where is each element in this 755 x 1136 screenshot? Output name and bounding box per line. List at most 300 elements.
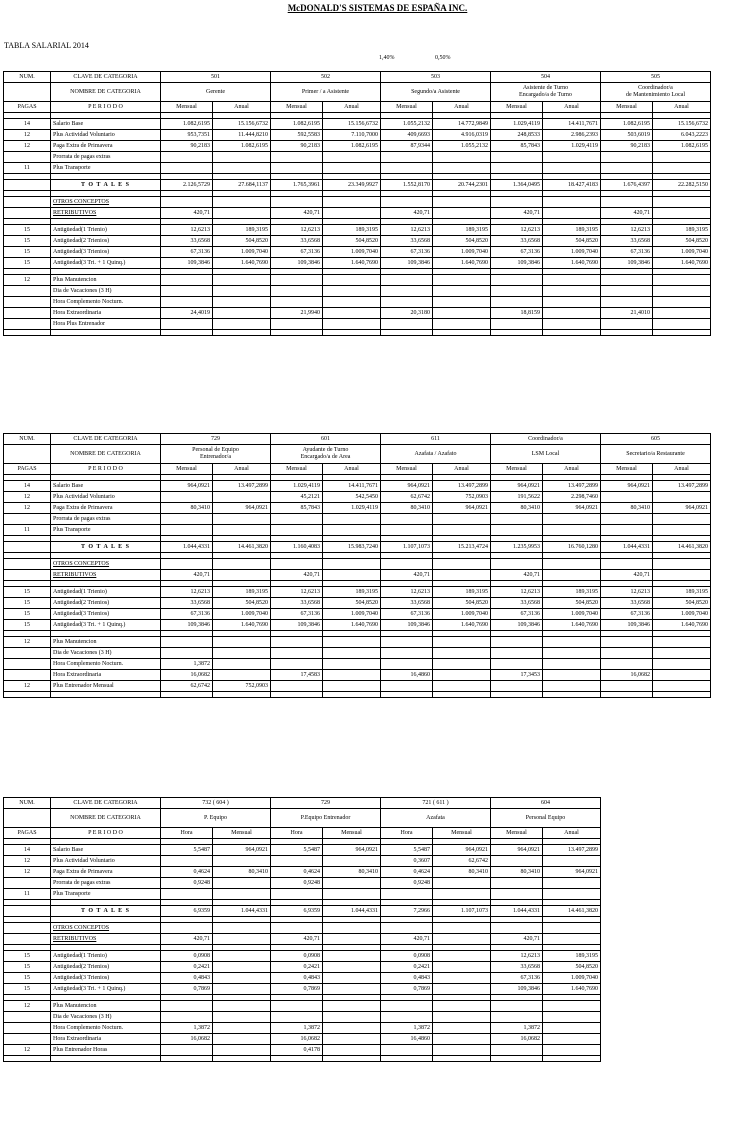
value-cell (271, 319, 323, 330)
pagas-cell (4, 1012, 51, 1023)
value-cell: 1.029,4119 (491, 119, 543, 130)
blank-cell (491, 197, 543, 208)
value-cell: 1.082,6195 (213, 141, 271, 152)
retributivos-label: RETRIBUTIVOS (51, 570, 161, 581)
value-cell: 14.772,9849 (433, 119, 491, 130)
totales-label: T O T A L E S (51, 180, 161, 191)
value-cell (543, 297, 601, 308)
blank-cell (4, 197, 51, 208)
value-cell: 15.156,6732 (323, 119, 381, 130)
value-cell: 12,6213 (381, 225, 433, 236)
value-cell: 6.043,2223 (653, 130, 711, 141)
value-cell: 67,3136 (381, 609, 433, 620)
table-row (4, 492, 711, 503)
value-cell: 109,3846 (381, 620, 433, 631)
spacer-cell (4, 692, 51, 698)
table-row (4, 247, 711, 258)
period-subheader: Anual (213, 464, 271, 475)
value-cell (323, 670, 381, 681)
value-cell (543, 308, 601, 319)
value-cell: 80,3410 (323, 867, 381, 878)
value-cell (491, 297, 543, 308)
value-cell (161, 152, 213, 163)
period-subheader: Mensual (381, 464, 433, 475)
value-cell (543, 525, 601, 536)
value-cell (601, 152, 653, 163)
value-cell (491, 319, 543, 330)
value-cell: 12,6213 (601, 587, 653, 598)
total-cell: 1.160,4083 (271, 542, 323, 553)
value-cell: 5,5487 (161, 845, 213, 856)
table-row (4, 297, 711, 308)
period-subheader: Anual (653, 464, 711, 475)
value-cell (381, 152, 433, 163)
value-cell (381, 1045, 433, 1056)
value-cell (271, 163, 323, 174)
blank-cell (4, 923, 51, 934)
table-row (4, 119, 711, 130)
value-cell (213, 275, 271, 286)
value-cell: 752,0903 (213, 681, 271, 692)
totales-label: T O T A L E S (51, 542, 161, 553)
table-row (4, 962, 601, 973)
value-cell (653, 152, 711, 163)
pagas-cell: 15 (4, 962, 51, 973)
concept-label: Hora Extraordinaria (51, 670, 161, 681)
otros-label: OTROS CONCEPTOS (51, 197, 161, 208)
value-cell (601, 681, 653, 692)
total-cell: 1.044,4331 (491, 906, 543, 917)
value-cell (601, 637, 653, 648)
table-row (4, 598, 711, 609)
percent-2: 0,50% (435, 55, 451, 61)
category-code: 729 (271, 798, 381, 809)
blank-cell (4, 906, 51, 917)
value-cell (433, 1045, 491, 1056)
concept-label: Prorrata de pagas extras (51, 514, 161, 525)
value-cell: 0,0908 (381, 951, 433, 962)
value-cell (543, 275, 601, 286)
value-cell (323, 1001, 381, 1012)
blank-cell (213, 559, 271, 570)
clave-header: CLAVE DE CATEGORIA (51, 434, 161, 445)
otros-value (323, 208, 381, 219)
concept-label: Hora Extraordinaria (51, 308, 161, 319)
value-cell (213, 308, 271, 319)
period-subheader: Anual (543, 102, 601, 113)
value-cell (271, 648, 323, 659)
num-header: NUM. (4, 434, 51, 445)
value-cell (653, 492, 711, 503)
value-cell: 4.916,0319 (433, 130, 491, 141)
blank-cell (433, 559, 491, 570)
value-cell: 17,3453 (491, 670, 543, 681)
otros-value (213, 934, 271, 945)
value-cell (161, 275, 213, 286)
value-cell: 67,3136 (271, 247, 323, 258)
value-cell (323, 308, 381, 319)
blank-cell (381, 923, 433, 934)
category-name: Asistente de Turno Encargado/a de Turno (491, 83, 601, 102)
table-row (4, 620, 711, 631)
value-cell: 0,4843 (381, 973, 433, 984)
value-cell (323, 1034, 381, 1045)
table-row (4, 286, 711, 297)
value-cell (323, 275, 381, 286)
value-cell: 80,3410 (433, 867, 491, 878)
value-cell: 0,4843 (161, 973, 213, 984)
total-cell: 1.235,9953 (491, 542, 543, 553)
category-code: 611 (381, 434, 491, 445)
value-cell: 62,6742 (381, 492, 433, 503)
value-cell: 964,0921 (213, 845, 271, 856)
concept-label: Paga Extra de Primavera (51, 141, 161, 152)
period-subheader: Anual (653, 102, 711, 113)
value-cell: 16,0682 (161, 670, 213, 681)
value-cell (161, 319, 213, 330)
spacer-cell (161, 1056, 213, 1062)
value-cell: 21,9940 (271, 308, 323, 319)
blank-cell (4, 208, 51, 219)
otros-value (543, 570, 601, 581)
table-row (4, 481, 711, 492)
pagas-cell: 11 (4, 889, 51, 900)
value-cell (433, 1034, 491, 1045)
value-cell: 80,3410 (213, 867, 271, 878)
value-cell: 1.009,7040 (543, 609, 601, 620)
value-cell (161, 856, 213, 867)
table-title: TABLA SALARIAL 2014 (4, 41, 89, 50)
value-cell (543, 1001, 601, 1012)
total-cell: 20.744,2301 (433, 180, 491, 191)
value-cell: 13.497,2899 (433, 481, 491, 492)
value-cell (271, 297, 323, 308)
category-name: P.Equipo Entrenador (271, 809, 381, 828)
value-cell (653, 525, 711, 536)
value-cell (543, 878, 601, 889)
value-cell: 33,6568 (161, 598, 213, 609)
value-cell: 504,8520 (323, 236, 381, 247)
value-cell (323, 962, 381, 973)
value-cell: 1.640,7690 (323, 258, 381, 269)
value-cell: 1.640,7690 (653, 620, 711, 631)
retributivos-label: RETRIBUTIVOS (51, 208, 161, 219)
value-cell (491, 659, 543, 670)
pagas-cell: 12 (4, 1045, 51, 1056)
blank-cell (4, 559, 51, 570)
value-cell (491, 152, 543, 163)
value-cell: 1.640,7690 (543, 258, 601, 269)
value-cell: 13.497,2899 (653, 481, 711, 492)
total-cell: 1.044,4331 (323, 906, 381, 917)
value-cell: 24,4019 (161, 308, 213, 319)
value-cell: 16,0682 (491, 1034, 543, 1045)
value-cell: 15.156,6732 (213, 119, 271, 130)
value-cell: 80,3410 (601, 503, 653, 514)
concept-label: Antigüedad(3 Trienios) (51, 609, 161, 620)
total-cell: 22.282,5150 (653, 180, 711, 191)
value-cell: 1,3872 (381, 1023, 433, 1034)
value-cell: 12,6213 (161, 587, 213, 598)
concept-label: Salario Base (51, 481, 161, 492)
concept-label: Prorrata de pagas extras (51, 152, 161, 163)
value-cell (491, 637, 543, 648)
value-cell (381, 514, 433, 525)
salary-table-3 (3, 797, 601, 1062)
pagas-cell (4, 670, 51, 681)
table-row (4, 236, 711, 247)
value-cell: 18,8159 (491, 308, 543, 319)
spacer-cell (213, 1056, 271, 1062)
category-name: Coordinador/a de Mantenimiento Local (601, 83, 711, 102)
value-cell: 12,6213 (161, 225, 213, 236)
value-cell (161, 637, 213, 648)
value-cell: 87,9344 (381, 141, 433, 152)
category-name: Personal Equipo (491, 809, 601, 828)
value-cell: 12,6213 (381, 587, 433, 598)
value-cell: 1.082,6195 (271, 119, 323, 130)
value-cell (433, 152, 491, 163)
value-cell: 0,4178 (271, 1045, 323, 1056)
value-cell (323, 525, 381, 536)
spacer-cell (271, 692, 323, 698)
value-cell: 0,2421 (271, 962, 323, 973)
concept-label: Plus Transporte (51, 163, 161, 174)
value-cell (433, 889, 491, 900)
pagas-cell: 12 (4, 275, 51, 286)
value-cell: 1.029,4119 (543, 141, 601, 152)
value-cell: 80,3410 (491, 867, 543, 878)
value-cell: 109,3846 (161, 620, 213, 631)
value-cell: 0,0908 (271, 951, 323, 962)
pagas-header: PAGAS (4, 828, 51, 839)
spacer-cell (213, 330, 271, 336)
value-cell: 12,6213 (271, 225, 323, 236)
blank-cell (543, 923, 601, 934)
period-subheader: Anual (323, 102, 381, 113)
value-cell: 67,3136 (601, 247, 653, 258)
value-cell: 80,3410 (381, 503, 433, 514)
pagas-cell: 14 (4, 845, 51, 856)
pagas-cell: 15 (4, 984, 51, 995)
value-cell: 33,6568 (381, 236, 433, 247)
period-subheader: Anual (543, 828, 601, 839)
spacer-cell (51, 1056, 161, 1062)
value-cell (433, 286, 491, 297)
pagas-cell: 15 (4, 598, 51, 609)
value-cell: 964,0921 (381, 481, 433, 492)
table-row (4, 856, 601, 867)
value-cell (323, 1012, 381, 1023)
value-cell: 62,6742 (433, 856, 491, 867)
value-cell (653, 286, 711, 297)
value-cell (433, 1012, 491, 1023)
total-cell: 16.760,1280 (543, 542, 601, 553)
blank-cell (543, 559, 601, 570)
value-cell (381, 319, 433, 330)
percent-1: 1,40% (379, 55, 395, 61)
total-cell: 15.213,4724 (433, 542, 491, 553)
value-cell: 503,6019 (601, 130, 653, 141)
value-cell (601, 319, 653, 330)
period-subheader: Mensual (323, 828, 381, 839)
value-cell: 964,0921 (653, 503, 711, 514)
value-cell: 189,3195 (543, 587, 601, 598)
total-cell: 1.107,1073 (433, 906, 491, 917)
value-cell: 90,2183 (601, 141, 653, 152)
value-cell: 1.009,7040 (543, 973, 601, 984)
value-cell: 16,0682 (601, 670, 653, 681)
value-cell (653, 670, 711, 681)
value-cell (381, 1012, 433, 1023)
value-cell: 90,2183 (161, 141, 213, 152)
otros-value: 420,71 (601, 570, 653, 581)
value-cell (271, 286, 323, 297)
table-row (4, 648, 711, 659)
value-cell: 189,3195 (653, 225, 711, 236)
period-subheader: Anual (433, 102, 491, 113)
value-cell: 1.009,7040 (433, 609, 491, 620)
total-cell: 1.044,4331 (601, 542, 653, 553)
otros-value (653, 570, 711, 581)
total-cell: 1.676,4397 (601, 180, 653, 191)
value-cell: 1.009,7040 (653, 609, 711, 620)
table-row (4, 973, 601, 984)
value-cell (381, 681, 433, 692)
pagas-cell (4, 648, 51, 659)
value-cell: 12,6213 (491, 587, 543, 598)
value-cell (543, 637, 601, 648)
table-row (4, 130, 711, 141)
value-cell (601, 286, 653, 297)
blank-cell (4, 445, 51, 464)
category-code: 505 (601, 72, 711, 83)
table-row (4, 670, 711, 681)
value-cell (271, 681, 323, 692)
value-cell (543, 514, 601, 525)
spacer-cell (323, 330, 381, 336)
category-code: 503 (381, 72, 491, 83)
table-row (4, 984, 601, 995)
category-name: Gerente (161, 83, 271, 102)
pagas-cell: 15 (4, 225, 51, 236)
value-cell: 504,8520 (543, 598, 601, 609)
table-row (4, 308, 711, 319)
category-name: P. Equipo (161, 809, 271, 828)
table-row (4, 587, 711, 598)
category-code: Coordinador/a (491, 434, 601, 445)
spacer-cell (653, 692, 711, 698)
pagas-cell: 15 (4, 620, 51, 631)
value-cell (381, 286, 433, 297)
total-cell: 18.427,4183 (543, 180, 601, 191)
period-subheader: Hora (271, 828, 323, 839)
pagas-cell (4, 878, 51, 889)
value-cell: 1.082,6195 (653, 141, 711, 152)
total-cell: 14.461,3820 (543, 906, 601, 917)
value-cell (433, 1023, 491, 1034)
value-cell: 0,9248 (381, 878, 433, 889)
concept-label: Antigüedad(3 Tri. + 1 Quinq.) (51, 984, 161, 995)
period-subheader: Anual (543, 464, 601, 475)
total-cell: 6,9359 (161, 906, 213, 917)
blank-cell (4, 83, 51, 102)
value-cell (213, 163, 271, 174)
pagas-cell (4, 514, 51, 525)
value-cell (433, 1001, 491, 1012)
value-cell: 964,0921 (543, 867, 601, 878)
value-cell (213, 1012, 271, 1023)
value-cell: 964,0921 (491, 481, 543, 492)
value-cell (323, 514, 381, 525)
total-cell: 15.983,7240 (323, 542, 381, 553)
otros-value: 420,71 (161, 934, 213, 945)
value-cell (213, 525, 271, 536)
value-cell (543, 319, 601, 330)
value-cell: 16,4860 (381, 670, 433, 681)
value-cell (161, 648, 213, 659)
pagas-cell: 15 (4, 951, 51, 962)
concept-label: Antigüedad(2 Trienios) (51, 962, 161, 973)
value-cell (161, 297, 213, 308)
value-cell: 964,0921 (601, 481, 653, 492)
value-cell (601, 297, 653, 308)
value-cell: 542,5450 (323, 492, 381, 503)
value-cell (381, 637, 433, 648)
value-cell (653, 297, 711, 308)
period-subheader: Mensual (213, 828, 271, 839)
concept-label: Hora Complemento Nocturn. (51, 659, 161, 670)
value-cell (433, 951, 491, 962)
value-cell: 504,8520 (433, 236, 491, 247)
spacer-cell (543, 1056, 601, 1062)
otros-value (433, 570, 491, 581)
value-cell: 0,9248 (161, 878, 213, 889)
concept-label: Antigüedad(2 Trienios) (51, 598, 161, 609)
value-cell: 109,3846 (161, 258, 213, 269)
spacer-cell (51, 692, 161, 698)
otros-value: 420,71 (271, 570, 323, 581)
value-cell (323, 659, 381, 670)
otros-value: 420,71 (491, 208, 543, 219)
value-cell (653, 514, 711, 525)
value-cell: 964,0921 (433, 503, 491, 514)
value-cell: 0,7869 (161, 984, 213, 995)
value-cell (543, 670, 601, 681)
blank-cell (271, 559, 323, 570)
concept-label: Plus Manutencion (51, 275, 161, 286)
value-cell: 0,2421 (381, 962, 433, 973)
spacer-cell (491, 692, 543, 698)
table-row (4, 1001, 601, 1012)
value-cell (323, 163, 381, 174)
pagas-cell (4, 319, 51, 330)
value-cell: 13.497,2899 (543, 845, 601, 856)
otros-value: 420,71 (491, 570, 543, 581)
value-cell: 189,3195 (213, 587, 271, 598)
concept-label: Antigüedad(2 Trienios) (51, 236, 161, 247)
value-cell (433, 525, 491, 536)
concept-label: Antigüedad(3 Tri. + 1 Quinq.) (51, 620, 161, 631)
value-cell: 953,7351 (161, 130, 213, 141)
value-cell (491, 275, 543, 286)
value-cell (491, 856, 543, 867)
pagas-cell: 15 (4, 236, 51, 247)
value-cell: 109,3846 (271, 258, 323, 269)
total-cell: 1.044,4331 (213, 906, 271, 917)
category-name: Azafata (381, 809, 491, 828)
value-cell: 504,8520 (433, 598, 491, 609)
